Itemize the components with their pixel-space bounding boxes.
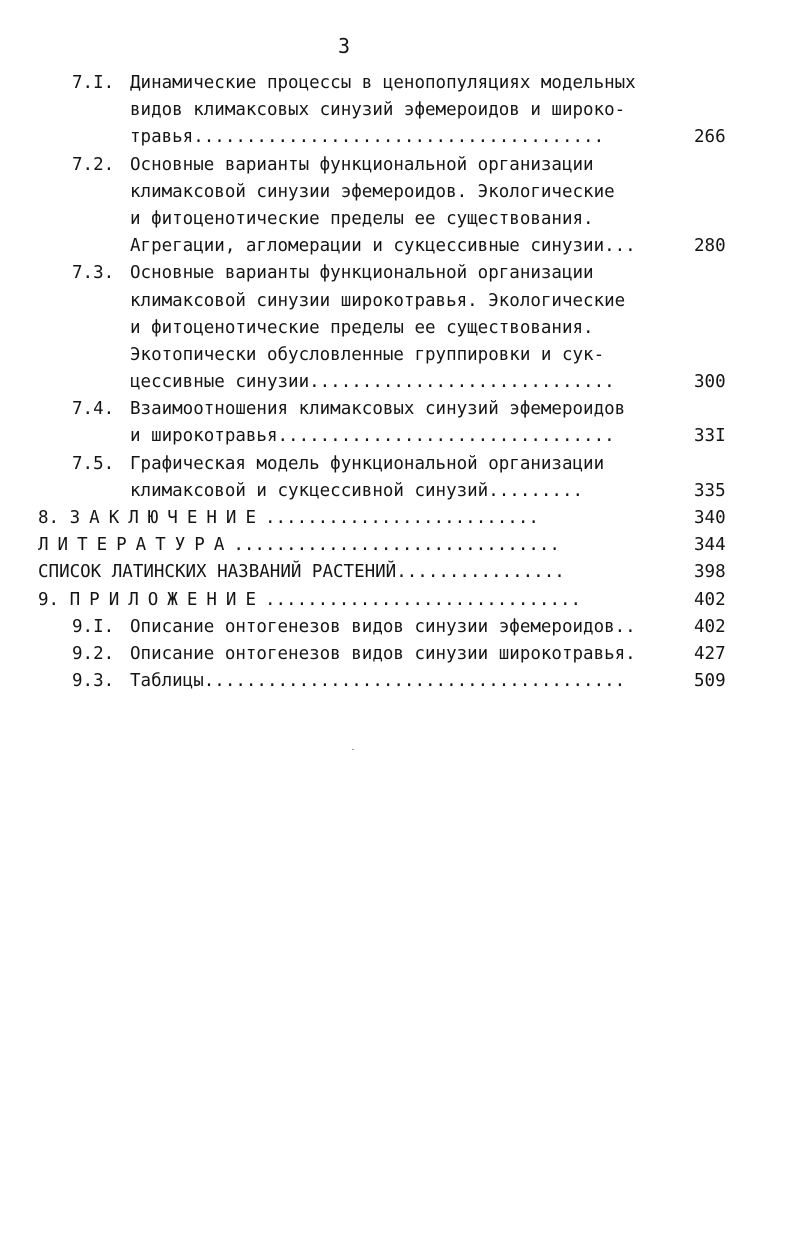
toc-entry-9-2 <box>0 641 796 668</box>
entry-text-line: Агрегации, агломерации и сукцессивные синузии... <box>130 236 636 257</box>
toc-entry-7-2 <box>0 152 796 261</box>
leader-dots: ............................... <box>233 535 560 556</box>
page-ref: 402 <box>694 589 726 610</box>
entry-text-line: Описание онтогенезов видов синузии эфемероидов.. <box>130 616 636 637</box>
section-number: 7.3. <box>72 263 115 284</box>
section-heading: ЛИТЕРАТУРА <box>38 535 234 556</box>
section-number: 8. <box>38 508 60 528</box>
section-number: 7.4. <box>72 399 115 420</box>
toc-entry-7-5 <box>0 451 796 505</box>
leader-dots: .......................... <box>264 508 539 528</box>
section-number: 9.I. <box>72 616 115 637</box>
page-ref: 402 <box>694 616 726 637</box>
entry-text-line <box>38 587 581 614</box>
toc-entry-7-4 <box>0 396 796 450</box>
entry-text-line: видов климаксовых синузий эфемероидов и широко- <box>130 100 626 121</box>
entry-text-line: травья....................................... <box>130 127 605 148</box>
page-ref: 335 <box>694 480 726 501</box>
entry-text-line: цессивные синузии............................. <box>130 372 615 393</box>
page-ref: 398 <box>694 562 726 583</box>
entry-text-line: Динамические процессы в ценопопуляциях модельных <box>130 73 636 93</box>
entry-text-line: климаксовой и сукцессивной синузий......... <box>130 480 584 501</box>
table-of-contents <box>0 70 796 695</box>
section-number: 7.I. <box>72 73 115 93</box>
page-ref: 427 <box>694 643 726 664</box>
entry-text-line: и широкотравья................................ <box>130 426 615 447</box>
page-ref: 340 <box>694 508 726 528</box>
scan-speck <box>352 749 354 750</box>
entry-text-line: СПИСОК ЛАТИНСКИХ НАЗВАНИЙ РАСТЕНИЙ................ <box>38 562 565 583</box>
page-ref: 509 <box>694 671 726 692</box>
entry-text-line <box>38 505 539 532</box>
section-heading: ПРИЛОЖЕНИЕ <box>69 589 265 610</box>
section-number: 9. <box>38 589 60 610</box>
toc-entry-conclusion <box>0 505 796 532</box>
toc-entry-7-3 <box>0 260 796 396</box>
toc-entry-appendix <box>0 587 796 614</box>
entry-text-line: и фитоценотические пределы ее существования. <box>130 208 594 229</box>
toc-entry-9-3 <box>0 668 796 695</box>
toc-entry-7-1 <box>0 70 796 152</box>
entry-text-line <box>38 532 560 559</box>
entry-text-line: климаксовой синузии эфемероидов. Экологические <box>130 181 615 202</box>
page-ref: 280 <box>694 236 726 257</box>
entry-text-line: Основные варианты функциональной организации <box>130 154 594 175</box>
toc-entry-literature <box>0 532 796 559</box>
toc-entry-latin-names <box>0 559 796 586</box>
toc-entry-9-1 <box>0 614 796 641</box>
section-number: 7.2. <box>72 154 115 175</box>
entry-text-line: Таблицы........................................ <box>130 671 626 692</box>
page-ref: 33I <box>694 426 726 447</box>
entry-text-line: Взаимоотношения климаксовых синузий эфемероидов <box>130 399 626 420</box>
page-number: 3 <box>338 34 351 58</box>
entry-text-line: Описание онтогенезов видов синузии широкотравья. <box>130 643 636 664</box>
leader-dots: .............................. <box>264 589 582 610</box>
page-ref: 266 <box>694 127 726 148</box>
entry-text-line: климаксовой синузии широкотравья. Экологические <box>130 290 626 311</box>
section-number: 7.5. <box>72 453 115 474</box>
section-heading: ЗАКЛЮЧЕНИЕ <box>69 508 265 528</box>
entry-text-line: Экотопически обусловленные группировки и сук- <box>130 344 605 365</box>
entry-text-line: Графическая модель функциональной организации <box>130 453 605 474</box>
entry-text-line: и фитоценотические пределы ее существования. <box>130 317 594 338</box>
section-number: 9.3. <box>72 671 115 692</box>
entry-text-line: Основные варианты функциональной организации <box>130 263 594 284</box>
section-number: 9.2. <box>72 643 115 664</box>
page-ref: 300 <box>694 372 726 393</box>
page-ref: 344 <box>694 535 726 556</box>
